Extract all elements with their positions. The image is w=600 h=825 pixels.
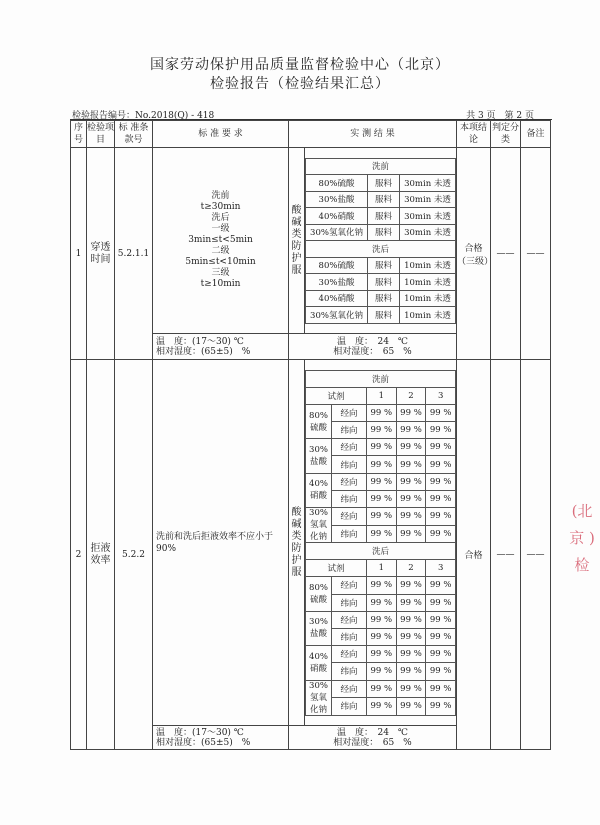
table-cell: 1 xyxy=(367,387,397,404)
table-cell: 99 % xyxy=(426,577,456,594)
table-cell: 99 % xyxy=(367,628,397,645)
table-cell: 99 % xyxy=(396,611,426,628)
table-cell: 服料 xyxy=(368,175,400,192)
table-cell: 99 % xyxy=(367,698,397,716)
table-cell: 10min 未透 xyxy=(400,274,456,291)
table-cell: 服料 xyxy=(368,224,400,241)
table-cell: 洗后 xyxy=(306,543,456,560)
table-cell: 经向 xyxy=(332,611,367,628)
row2-results xyxy=(305,360,457,726)
table-row xyxy=(306,577,456,594)
row2-seq: 2 xyxy=(71,360,87,750)
table-cell: 80%硫酸 xyxy=(306,175,368,192)
table-cell: 纬向 xyxy=(332,422,367,439)
row1-seq: 1 xyxy=(71,148,87,360)
table-cell: 10min 未透 xyxy=(400,290,456,307)
table-cell: 99 % xyxy=(426,404,456,421)
table-cell: 99 % xyxy=(367,508,397,526)
row1-conclusion: 合格 （三级） xyxy=(457,148,491,360)
table-row xyxy=(306,175,456,192)
table-cell: 99 % xyxy=(426,508,456,526)
row2-clause: 5.2.2 xyxy=(115,360,153,750)
table-cell: 99 % xyxy=(426,490,456,507)
table-cell: 3 xyxy=(426,560,456,577)
table-cell: 99 % xyxy=(426,473,456,490)
table-row xyxy=(306,191,456,208)
row2-env-required: 温 度：(17～30) ℃ 相对湿度：(65±5) % xyxy=(153,726,289,750)
table-cell: 3 xyxy=(426,387,456,404)
table-cell: 1 xyxy=(367,560,397,577)
table-cell: 30min 未透 xyxy=(400,224,456,241)
row1-env-actual: 温 度： 24 ℃ 相对湿度： 65 % xyxy=(289,334,457,360)
table-row xyxy=(306,307,456,324)
row1-result-grid xyxy=(305,158,456,324)
table-cell: 服料 xyxy=(368,191,400,208)
table-cell: 40%硝酸 xyxy=(306,208,368,225)
table-cell: 99 % xyxy=(396,473,426,490)
table-cell: 99 % xyxy=(426,663,456,680)
table-cell: 2 xyxy=(396,387,426,404)
table-cell: 99 % xyxy=(367,404,397,421)
table-row xyxy=(306,224,456,241)
table-cell: 80%硫酸 xyxy=(306,257,368,274)
table-cell: 30min 未透 xyxy=(400,191,456,208)
table-cell: 30%氢氧化钠 xyxy=(306,680,332,715)
table-cell: 99 % xyxy=(396,680,426,698)
table-cell: 99 % xyxy=(426,698,456,716)
table-cell: 洗后 xyxy=(306,241,456,258)
col-clause: 标 准条款号 xyxy=(115,121,153,148)
table-cell: 99 % xyxy=(396,646,426,663)
table-cell: 99 % xyxy=(367,525,397,543)
table-cell: 30%盐酸 xyxy=(306,439,332,473)
table-cell: 99 % xyxy=(396,456,426,473)
page-indicator: 共 3 页 第 2 页 xyxy=(466,111,534,121)
table-cell: 99 % xyxy=(426,680,456,698)
table-row xyxy=(306,257,456,274)
col-class: 判定分类 xyxy=(491,121,521,148)
table-cell: 经向 xyxy=(332,404,367,421)
table-cell: 99 % xyxy=(367,473,397,490)
table-cell: 40%硝酸 xyxy=(306,290,368,307)
table-cell: 40%硝酸 xyxy=(306,646,332,680)
col-item: 检验项目 xyxy=(87,121,115,148)
col-result: 实 测 结 果 xyxy=(289,121,457,148)
table-row xyxy=(71,360,551,726)
row1-requirement: 洗前 t≥30min 洗后 一级 3min≤t<5min 二级 5min≤t<10min 三级 t≥10min xyxy=(153,148,289,334)
table-cell: 99 % xyxy=(367,439,397,456)
table-cell: 纬向 xyxy=(332,698,367,716)
row1-class: —— xyxy=(491,148,521,360)
table-cell: 试剂 xyxy=(306,560,367,577)
row1-remark: —— xyxy=(521,148,551,360)
table-row xyxy=(306,370,456,387)
table-cell: 99 % xyxy=(396,698,426,716)
table-cell: 99 % xyxy=(396,404,426,421)
table-cell: 服料 xyxy=(368,257,400,274)
table-cell: 30%盐酸 xyxy=(306,274,368,291)
table-cell: 经向 xyxy=(332,646,367,663)
table-cell: 纬向 xyxy=(332,456,367,473)
table-cell: 30%氢氧化钠 xyxy=(306,508,332,543)
table-row xyxy=(306,158,456,175)
table-cell: 99 % xyxy=(426,525,456,543)
table-cell: 99 % xyxy=(396,628,426,645)
table-cell: 99 % xyxy=(396,490,426,507)
row2-category: 酸碱类防护服 xyxy=(289,360,305,726)
table-row xyxy=(306,439,456,456)
row1-results xyxy=(305,148,457,334)
table-row xyxy=(306,611,456,628)
table-cell: 纬向 xyxy=(332,663,367,680)
row2-env-actual: 温 度： 24 ℃ 相对湿度： 65 % xyxy=(289,726,457,750)
table-cell: 服料 xyxy=(368,208,400,225)
table-row xyxy=(306,387,456,404)
table-cell: 纬向 xyxy=(332,525,367,543)
table-row xyxy=(306,208,456,225)
table-cell: 99 % xyxy=(396,663,426,680)
table-cell: 99 % xyxy=(426,611,456,628)
table-cell: 30min 未透 xyxy=(400,208,456,225)
table-cell: 99 % xyxy=(396,439,426,456)
table-row xyxy=(306,241,456,258)
table-cell: 99 % xyxy=(367,663,397,680)
table-row xyxy=(306,290,456,307)
row2-item: 拒液效率 xyxy=(87,360,115,750)
table-row xyxy=(306,680,456,698)
col-remark: 备注 xyxy=(521,121,551,148)
table-cell: 99 % xyxy=(367,646,397,663)
table-cell: 99 % xyxy=(396,508,426,526)
table-cell: 10min 未透 xyxy=(400,307,456,324)
col-seq: 序号 xyxy=(71,121,87,148)
table-cell: 经向 xyxy=(332,473,367,490)
table-cell: 经向 xyxy=(332,577,367,594)
col-conclusion: 本项结论 xyxy=(457,121,491,148)
row1-env-required: 温 度：(17～30) ℃ 相对湿度：(65±5) % xyxy=(153,334,289,360)
table-cell: 80%硫酸 xyxy=(306,404,332,438)
row2-conclusion: 合格 xyxy=(457,360,491,750)
table-row xyxy=(306,560,456,577)
table-row xyxy=(306,646,456,663)
table-cell: 99 % xyxy=(426,456,456,473)
table-cell: 30%氢氧化钠 xyxy=(306,307,368,324)
table-cell: 99 % xyxy=(367,490,397,507)
table-cell: 99 % xyxy=(367,422,397,439)
report-subtitle: 检验报告（检验结果汇总） xyxy=(210,76,390,92)
table-cell: 经向 xyxy=(332,680,367,698)
table-cell: 纬向 xyxy=(332,628,367,645)
table-cell: 2 xyxy=(396,560,426,577)
table-cell: 30%氢氧化钠 xyxy=(306,224,368,241)
table-cell: 99 % xyxy=(426,422,456,439)
row2-class: —— xyxy=(491,360,521,750)
table-cell: 纬向 xyxy=(332,594,367,611)
table-cell: 99 % xyxy=(396,525,426,543)
table-cell: 纬向 xyxy=(332,490,367,507)
center-title: 国家劳动保护用品质量监督检验中心（北京） xyxy=(150,57,450,73)
table-cell: 99 % xyxy=(367,611,397,628)
row2-result-grid xyxy=(305,370,456,716)
table-cell: 99 % xyxy=(396,594,426,611)
table-cell: 99 % xyxy=(426,594,456,611)
table-cell: 99 % xyxy=(396,422,426,439)
table-cell: 经向 xyxy=(332,439,367,456)
table-cell: 经向 xyxy=(332,508,367,526)
row1-clause: 5.2.1.1 xyxy=(115,148,153,360)
table-cell: 试剂 xyxy=(306,387,367,404)
table-cell: 30min 未透 xyxy=(400,175,456,192)
col-requirement: 标 准 要 求 xyxy=(153,121,289,148)
row1-category: 酸碱类防护服 xyxy=(289,148,305,334)
table-cell: 服料 xyxy=(368,290,400,307)
table-cell: 80%硫酸 xyxy=(306,577,332,611)
table-cell: 服料 xyxy=(368,274,400,291)
results-table xyxy=(70,120,551,750)
table-row xyxy=(306,508,456,526)
table-row xyxy=(306,543,456,560)
table-cell: 40%硝酸 xyxy=(306,473,332,507)
table-cell: 99 % xyxy=(426,439,456,456)
table-cell: 10min 未透 xyxy=(400,257,456,274)
table-row xyxy=(306,473,456,490)
table-row xyxy=(306,404,456,421)
table-cell: 99 % xyxy=(396,577,426,594)
table-row xyxy=(306,274,456,291)
table-row xyxy=(71,148,551,334)
row2-remark: —— xyxy=(521,360,551,750)
report-number: 检验报告编号：No.2018(Q) - 418 xyxy=(72,111,215,121)
table-cell: 99 % xyxy=(426,628,456,645)
official-stamp: (北 京 ) 检 xyxy=(569,502,595,574)
table-cell: 洗前 xyxy=(306,370,456,387)
table-cell: 99 % xyxy=(367,594,397,611)
table-cell: 30%盐酸 xyxy=(306,191,368,208)
table-cell: 99 % xyxy=(367,680,397,698)
row1-item: 穿透时间 xyxy=(87,148,115,360)
table-cell: 洗前 xyxy=(306,158,456,175)
row2-requirement: 洗前和洗后拒液效率不应小于 90% xyxy=(153,360,289,726)
table-cell: 30%盐酸 xyxy=(306,611,332,645)
table-cell: 服料 xyxy=(368,307,400,324)
table-cell: 99 % xyxy=(367,577,397,594)
table-cell: 99 % xyxy=(367,456,397,473)
table-cell: 99 % xyxy=(426,646,456,663)
